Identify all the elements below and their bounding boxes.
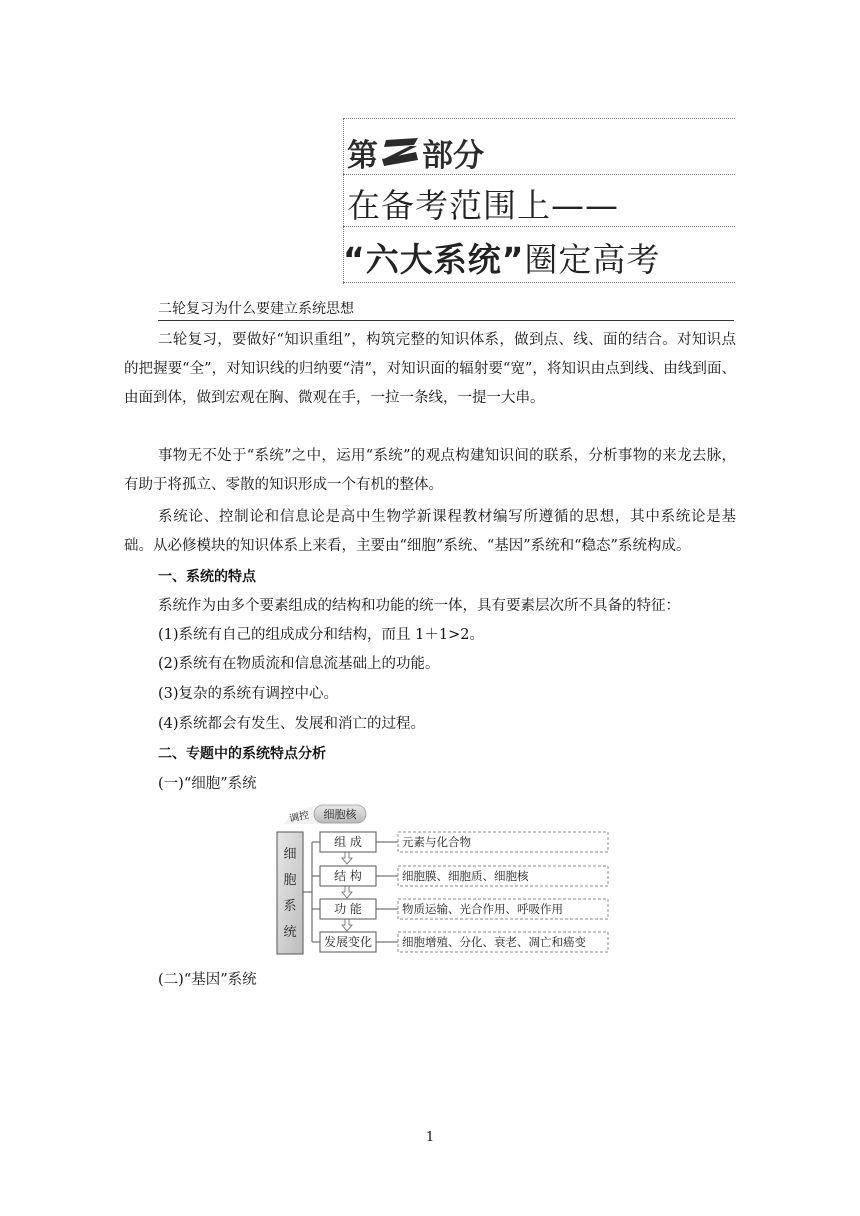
title-line-2: 在备考范围上—— bbox=[347, 186, 619, 225]
features-intro: 系统作为由多个要素组成的结构和功能的统一体，具有要素层次所不具备的特征： bbox=[158, 598, 680, 614]
control-label: 调控 bbox=[288, 810, 311, 825]
system-label-char: 系 bbox=[283, 899, 297, 914]
value-label: 物质运输、光合作用、呼吸作用 bbox=[402, 902, 563, 916]
value-label: 细胞膜、细胞质、细胞核 bbox=[402, 869, 529, 883]
control-center-label: 细胞核 bbox=[323, 808, 357, 821]
key-label: 结 构 bbox=[334, 869, 362, 883]
key-label: 功 能 bbox=[334, 902, 362, 916]
feature-item: (1)系统有自己的组成成分和结构，而且 1＋1>2。 bbox=[158, 627, 484, 643]
system-label-char: 统 bbox=[283, 925, 297, 940]
title-divider bbox=[343, 118, 735, 119]
feature-item: (2)系统有在物质流和信息流基础上的功能。 bbox=[158, 656, 440, 672]
diagram-values bbox=[398, 832, 608, 952]
value-label: 细胞增殖、分化、衰老、凋亡和癌变 bbox=[402, 935, 586, 949]
control-center-tag bbox=[284, 805, 366, 825]
feature-item: (3)复杂的系统有调控中心。 bbox=[158, 686, 339, 702]
paragraph-2: 事物无不处于“系统”之中，运用“系统”的观点构建知识间的联系，分析事物的来龙去脉，有助于将孤立、零散的知识形成一个有机的整体。 bbox=[124, 448, 736, 493]
down-arrow-icon bbox=[342, 886, 352, 898]
title-emphasis: 六大系统 bbox=[365, 240, 502, 279]
paragraph-3: 系统论、控制论和信息论是高中生物学新课程教材编写所遵循的思想，其中系统论是基础。从必修模块的知识体系上来看，主要由“细胞”系统、“基因”系统和“稳态”系统构成。 bbox=[124, 509, 736, 554]
title-line-3 bbox=[343, 234, 660, 281]
part-title-block bbox=[343, 118, 735, 288]
paragraph-1: 二轮复习，要做好“知识重组”，构筑完整的知识体系，做到点、线、面的结合。对知识点的把握要“全”，对知识线的归纳要“清”，对知识面的辐射要“宽”，将知识由点到线、由线到面、由面到体，做到宏观在胸、微观在手，一拉一条线，一提一大串。 bbox=[124, 332, 736, 406]
down-arrow-icon bbox=[342, 852, 352, 864]
page-number: 1 bbox=[425, 1130, 435, 1145]
part-prefix: 第 bbox=[347, 137, 378, 174]
key-label: 组 成 bbox=[334, 835, 362, 849]
subheading-gene-system: (二)“基因”系统 bbox=[158, 972, 257, 988]
part-numeral-two-icon bbox=[380, 137, 420, 167]
part-suffix: 部分 bbox=[422, 137, 484, 174]
section-heading: 二轮复习为什么要建立系统思想 bbox=[158, 299, 734, 321]
system-label-char: 细 bbox=[283, 847, 297, 862]
part-number-heading bbox=[347, 130, 484, 174]
subheading-cell-system: (一)“细胞”系统 bbox=[158, 776, 257, 792]
heading-system-features: 一、系统的特点 bbox=[158, 569, 256, 585]
value-label: 元素与化合物 bbox=[402, 835, 471, 849]
quote-open: “ bbox=[343, 240, 366, 279]
key-label: 发展变化 bbox=[323, 935, 373, 949]
heading-topic-analysis: 二、专题中的系统特点分析 bbox=[158, 746, 326, 762]
title-rest: 圈定高考 bbox=[524, 240, 661, 279]
title-divider bbox=[343, 174, 735, 175]
system-label-char: 胞 bbox=[283, 873, 297, 888]
cell-system-diagram bbox=[276, 800, 612, 960]
title-divider bbox=[343, 282, 735, 283]
system-box bbox=[277, 832, 303, 954]
feature-item: (4)系统都会有发生、发展和消亡的过程。 bbox=[158, 716, 426, 732]
down-arrow-icon bbox=[342, 919, 352, 931]
quote-close: ” bbox=[501, 240, 525, 279]
